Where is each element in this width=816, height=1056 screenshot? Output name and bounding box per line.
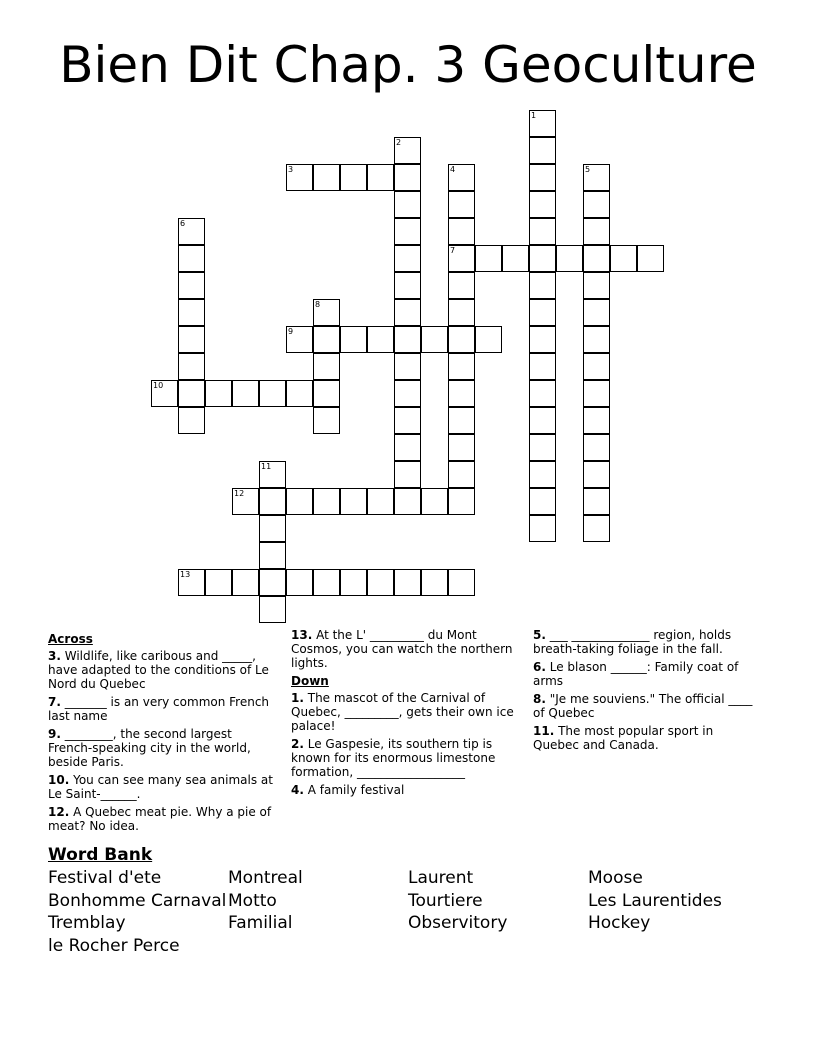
grid-cell[interactable] <box>232 488 259 515</box>
cell-number: 6 <box>180 219 186 228</box>
grid-cell[interactable] <box>259 515 286 542</box>
word-bank-entry: Observitory <box>408 913 508 933</box>
grid-cell[interactable] <box>448 488 475 515</box>
grid-cell[interactable] <box>394 191 421 218</box>
grid-cell[interactable] <box>178 407 205 434</box>
grid-cell[interactable] <box>529 218 556 245</box>
grid-cell[interactable] <box>529 488 556 515</box>
grid-cell[interactable] <box>583 407 610 434</box>
down-clue <box>533 660 761 688</box>
grid-cell[interactable] <box>286 488 313 515</box>
grid-cell[interactable] <box>583 245 610 272</box>
down-clue <box>533 628 761 656</box>
across-clue <box>48 805 276 833</box>
across-clue <box>48 727 276 769</box>
grid-cell[interactable] <box>313 380 340 407</box>
grid-cell[interactable] <box>529 245 556 272</box>
cell-number: 4 <box>450 165 456 174</box>
grid-cell[interactable] <box>394 218 421 245</box>
clue-text: Le blason ______: Family coat of arms <box>533 660 739 688</box>
clue-number: 3. <box>48 649 61 663</box>
grid-cell[interactable] <box>475 326 502 353</box>
grid-cell[interactable] <box>178 353 205 380</box>
word-bank-entry: Tremblay <box>48 913 126 933</box>
grid-cell[interactable] <box>421 326 448 353</box>
grid-cell[interactable] <box>583 380 610 407</box>
grid-cell[interactable] <box>313 353 340 380</box>
grid-cell[interactable] <box>205 569 232 596</box>
grid-cell[interactable] <box>529 407 556 434</box>
word-bank-entry: Moose <box>588 868 643 888</box>
across-clue <box>48 695 276 723</box>
grid-cell[interactable] <box>394 569 421 596</box>
clue-column-2 <box>291 628 519 801</box>
cell-number: 5 <box>585 165 591 174</box>
grid-cell[interactable] <box>610 245 637 272</box>
clue-text: The most popular sport in Quebec and Canada. <box>533 724 714 752</box>
grid-cell[interactable] <box>394 272 421 299</box>
grid-cell[interactable] <box>178 299 205 326</box>
page-title: Bien Dit Chap. 3 Geoculture <box>59 36 757 94</box>
grid-cell[interactable] <box>313 326 340 353</box>
cell-number: 2 <box>396 138 402 147</box>
grid-cell[interactable] <box>151 380 178 407</box>
clue-text: The mascot of the Carnival of Quebec, _________, gets their own ice palace! <box>291 691 514 733</box>
clue-text: ________, the second largest French-speaking city in the world, beside Paris. <box>48 727 251 769</box>
grid-cell[interactable] <box>286 380 313 407</box>
grid-cell[interactable] <box>529 380 556 407</box>
grid-cell[interactable] <box>529 272 556 299</box>
grid-cell[interactable] <box>394 461 421 488</box>
grid-cell[interactable] <box>448 326 475 353</box>
word-bank-entry: Tourtiere <box>408 890 483 911</box>
word-bank-entry: le Rocher Perce <box>48 935 180 956</box>
grid-cell[interactable] <box>529 326 556 353</box>
cell-number: 3 <box>288 165 294 174</box>
grid-cell[interactable] <box>448 407 475 434</box>
cell-number: 12 <box>234 489 245 498</box>
clue-text: "Je me souviens." The official ____ of Quebec <box>533 692 753 720</box>
grid-cell[interactable] <box>340 326 367 353</box>
grid-cell[interactable] <box>421 569 448 596</box>
grid-cell[interactable] <box>394 380 421 407</box>
grid-cell[interactable] <box>583 434 610 461</box>
grid-cell[interactable] <box>313 488 340 515</box>
grid-cell[interactable] <box>583 164 610 191</box>
grid-cell[interactable] <box>259 380 286 407</box>
clue-text: A family festival <box>303 783 405 797</box>
grid-cell[interactable] <box>367 488 394 515</box>
grid-cell[interactable] <box>259 596 286 623</box>
grid-cell[interactable] <box>178 569 205 596</box>
grid-cell[interactable] <box>529 137 556 164</box>
cell-number: 10 <box>153 381 164 390</box>
across-clue <box>48 649 276 691</box>
down-clue <box>533 692 761 720</box>
grid-cell[interactable] <box>583 299 610 326</box>
grid-cell[interactable] <box>394 137 421 164</box>
clue-number: 9. <box>48 727 61 741</box>
grid-cell[interactable] <box>583 326 610 353</box>
clue-number: 13. <box>291 628 313 642</box>
grid-cell[interactable] <box>583 488 610 515</box>
down-clue <box>291 737 519 779</box>
grid-cell[interactable] <box>394 488 421 515</box>
grid-cell[interactable] <box>529 164 556 191</box>
grid-cell[interactable] <box>529 353 556 380</box>
grid-cell[interactable] <box>178 218 205 245</box>
grid-cell[interactable] <box>502 245 529 272</box>
clue-text: At the L' _________ du Mont Cosmos, you can watch the northern lights. <box>291 628 513 670</box>
word-bank-entry: Bonhomme Carnaval <box>48 890 227 911</box>
grid-cell[interactable] <box>367 569 394 596</box>
grid-cell[interactable] <box>259 569 286 596</box>
word-bank-title: Word Bank <box>48 845 153 865</box>
clue-number: 6. <box>533 660 546 674</box>
cell-number: 9 <box>288 327 294 336</box>
grid-cell[interactable] <box>556 245 583 272</box>
across-heading: Across <box>48 632 93 646</box>
grid-cell[interactable] <box>205 380 232 407</box>
grid-cell[interactable] <box>313 407 340 434</box>
grid-cell[interactable] <box>259 542 286 569</box>
grid-cell[interactable] <box>394 434 421 461</box>
grid-cell[interactable] <box>583 515 610 542</box>
grid-cell[interactable] <box>448 218 475 245</box>
grid-cell[interactable] <box>583 353 610 380</box>
down-heading: Down <box>291 674 329 688</box>
grid-cell[interactable] <box>259 461 286 488</box>
word-bank-entry: Motto <box>228 890 277 911</box>
grid-cell[interactable] <box>448 299 475 326</box>
grid-cell[interactable] <box>529 461 556 488</box>
clue-column-1 <box>48 628 276 837</box>
grid-cell[interactable] <box>340 569 367 596</box>
grid-cell[interactable] <box>367 164 394 191</box>
grid-cell[interactable] <box>475 245 502 272</box>
clue-text: Le Gaspesie, its southern tip is known for its enormous limestone formation, __________________ <box>291 737 496 779</box>
grid-cell[interactable] <box>448 380 475 407</box>
grid-cell[interactable] <box>178 272 205 299</box>
grid-cell[interactable] <box>448 569 475 596</box>
word-bank-entry: Montreal <box>228 868 303 888</box>
clue-text: A Quebec meat pie. Why a pie of meat? No idea. <box>48 805 272 833</box>
grid-cell[interactable] <box>448 461 475 488</box>
clue-text: Wildlife, like caribous and _____, have adapted to the conditions of Le Nord du Quebec <box>48 649 269 691</box>
grid-cell[interactable] <box>232 569 259 596</box>
down-clue <box>533 724 761 752</box>
grid-cell[interactable] <box>394 326 421 353</box>
grid-cell[interactable] <box>529 191 556 218</box>
grid-cell[interactable] <box>313 299 340 326</box>
clue-number: 8. <box>533 692 546 706</box>
grid-cell[interactable] <box>340 488 367 515</box>
grid-cell[interactable] <box>448 434 475 461</box>
clue-text: _______ is an very common French last name <box>48 695 270 723</box>
grid-cell[interactable] <box>178 380 205 407</box>
grid-cell[interactable] <box>529 299 556 326</box>
word-bank-entry: Festival d'ete <box>48 868 162 888</box>
down-clue <box>291 783 519 797</box>
word-bank-entry: Laurent <box>408 868 474 888</box>
grid-cell[interactable] <box>340 164 367 191</box>
grid-cell[interactable] <box>286 164 313 191</box>
grid-cell[interactable] <box>448 272 475 299</box>
grid-cell[interactable] <box>394 353 421 380</box>
cell-number: 7 <box>450 246 456 255</box>
clue-number: 5. <box>533 628 546 642</box>
grid-cell[interactable] <box>448 164 475 191</box>
grid-cell[interactable] <box>637 245 664 272</box>
cell-number: 13 <box>180 570 191 579</box>
clue-number: 2. <box>291 737 304 751</box>
clue-text: You can see many sea animals at Le Saint-______. <box>48 773 273 801</box>
across-clue <box>291 628 519 670</box>
clue-number: 10. <box>48 773 70 787</box>
grid-cell[interactable] <box>313 569 340 596</box>
grid-cell[interactable] <box>313 164 340 191</box>
down-clue <box>291 691 519 733</box>
word-bank-entry: Hockey <box>588 913 651 933</box>
grid-cell[interactable] <box>286 326 313 353</box>
grid-cell[interactable] <box>529 110 556 137</box>
grid-cell[interactable] <box>259 488 286 515</box>
grid-cell[interactable] <box>394 299 421 326</box>
grid-cell[interactable] <box>448 245 475 272</box>
clue-number: 11. <box>533 724 555 738</box>
cell-number: 1 <box>531 111 537 120</box>
grid-cell[interactable] <box>583 218 610 245</box>
grid-cell[interactable] <box>232 380 259 407</box>
grid-cell[interactable] <box>394 164 421 191</box>
clue-column-3 <box>533 628 761 756</box>
clue-number: 4. <box>291 783 304 797</box>
clue-number: 7. <box>48 695 61 709</box>
clue-number: 1. <box>291 691 304 705</box>
grid-cell[interactable] <box>394 407 421 434</box>
clue-text: ___ _____________ region, holds breath-taking foliage in the fall. <box>533 628 732 656</box>
grid-cell[interactable] <box>394 245 421 272</box>
grid-cell[interactable] <box>178 326 205 353</box>
grid-cell[interactable] <box>583 272 610 299</box>
across-clue <box>48 773 276 801</box>
grid-cell[interactable] <box>583 461 610 488</box>
word-bank-entry: Les Laurentides <box>588 890 722 911</box>
grid-cell[interactable] <box>529 434 556 461</box>
grid-cell[interactable] <box>286 569 313 596</box>
grid-cell[interactable] <box>367 326 394 353</box>
grid-cell[interactable] <box>421 488 448 515</box>
cell-number: 11 <box>261 462 272 471</box>
word-bank-entry: Familial <box>228 913 293 933</box>
grid-cell[interactable] <box>448 353 475 380</box>
cell-number: 8 <box>315 300 321 309</box>
grid-cell[interactable] <box>178 245 205 272</box>
grid-cell[interactable] <box>583 191 610 218</box>
grid-cell[interactable] <box>529 515 556 542</box>
grid-cell[interactable] <box>448 191 475 218</box>
clue-number: 12. <box>48 805 70 819</box>
